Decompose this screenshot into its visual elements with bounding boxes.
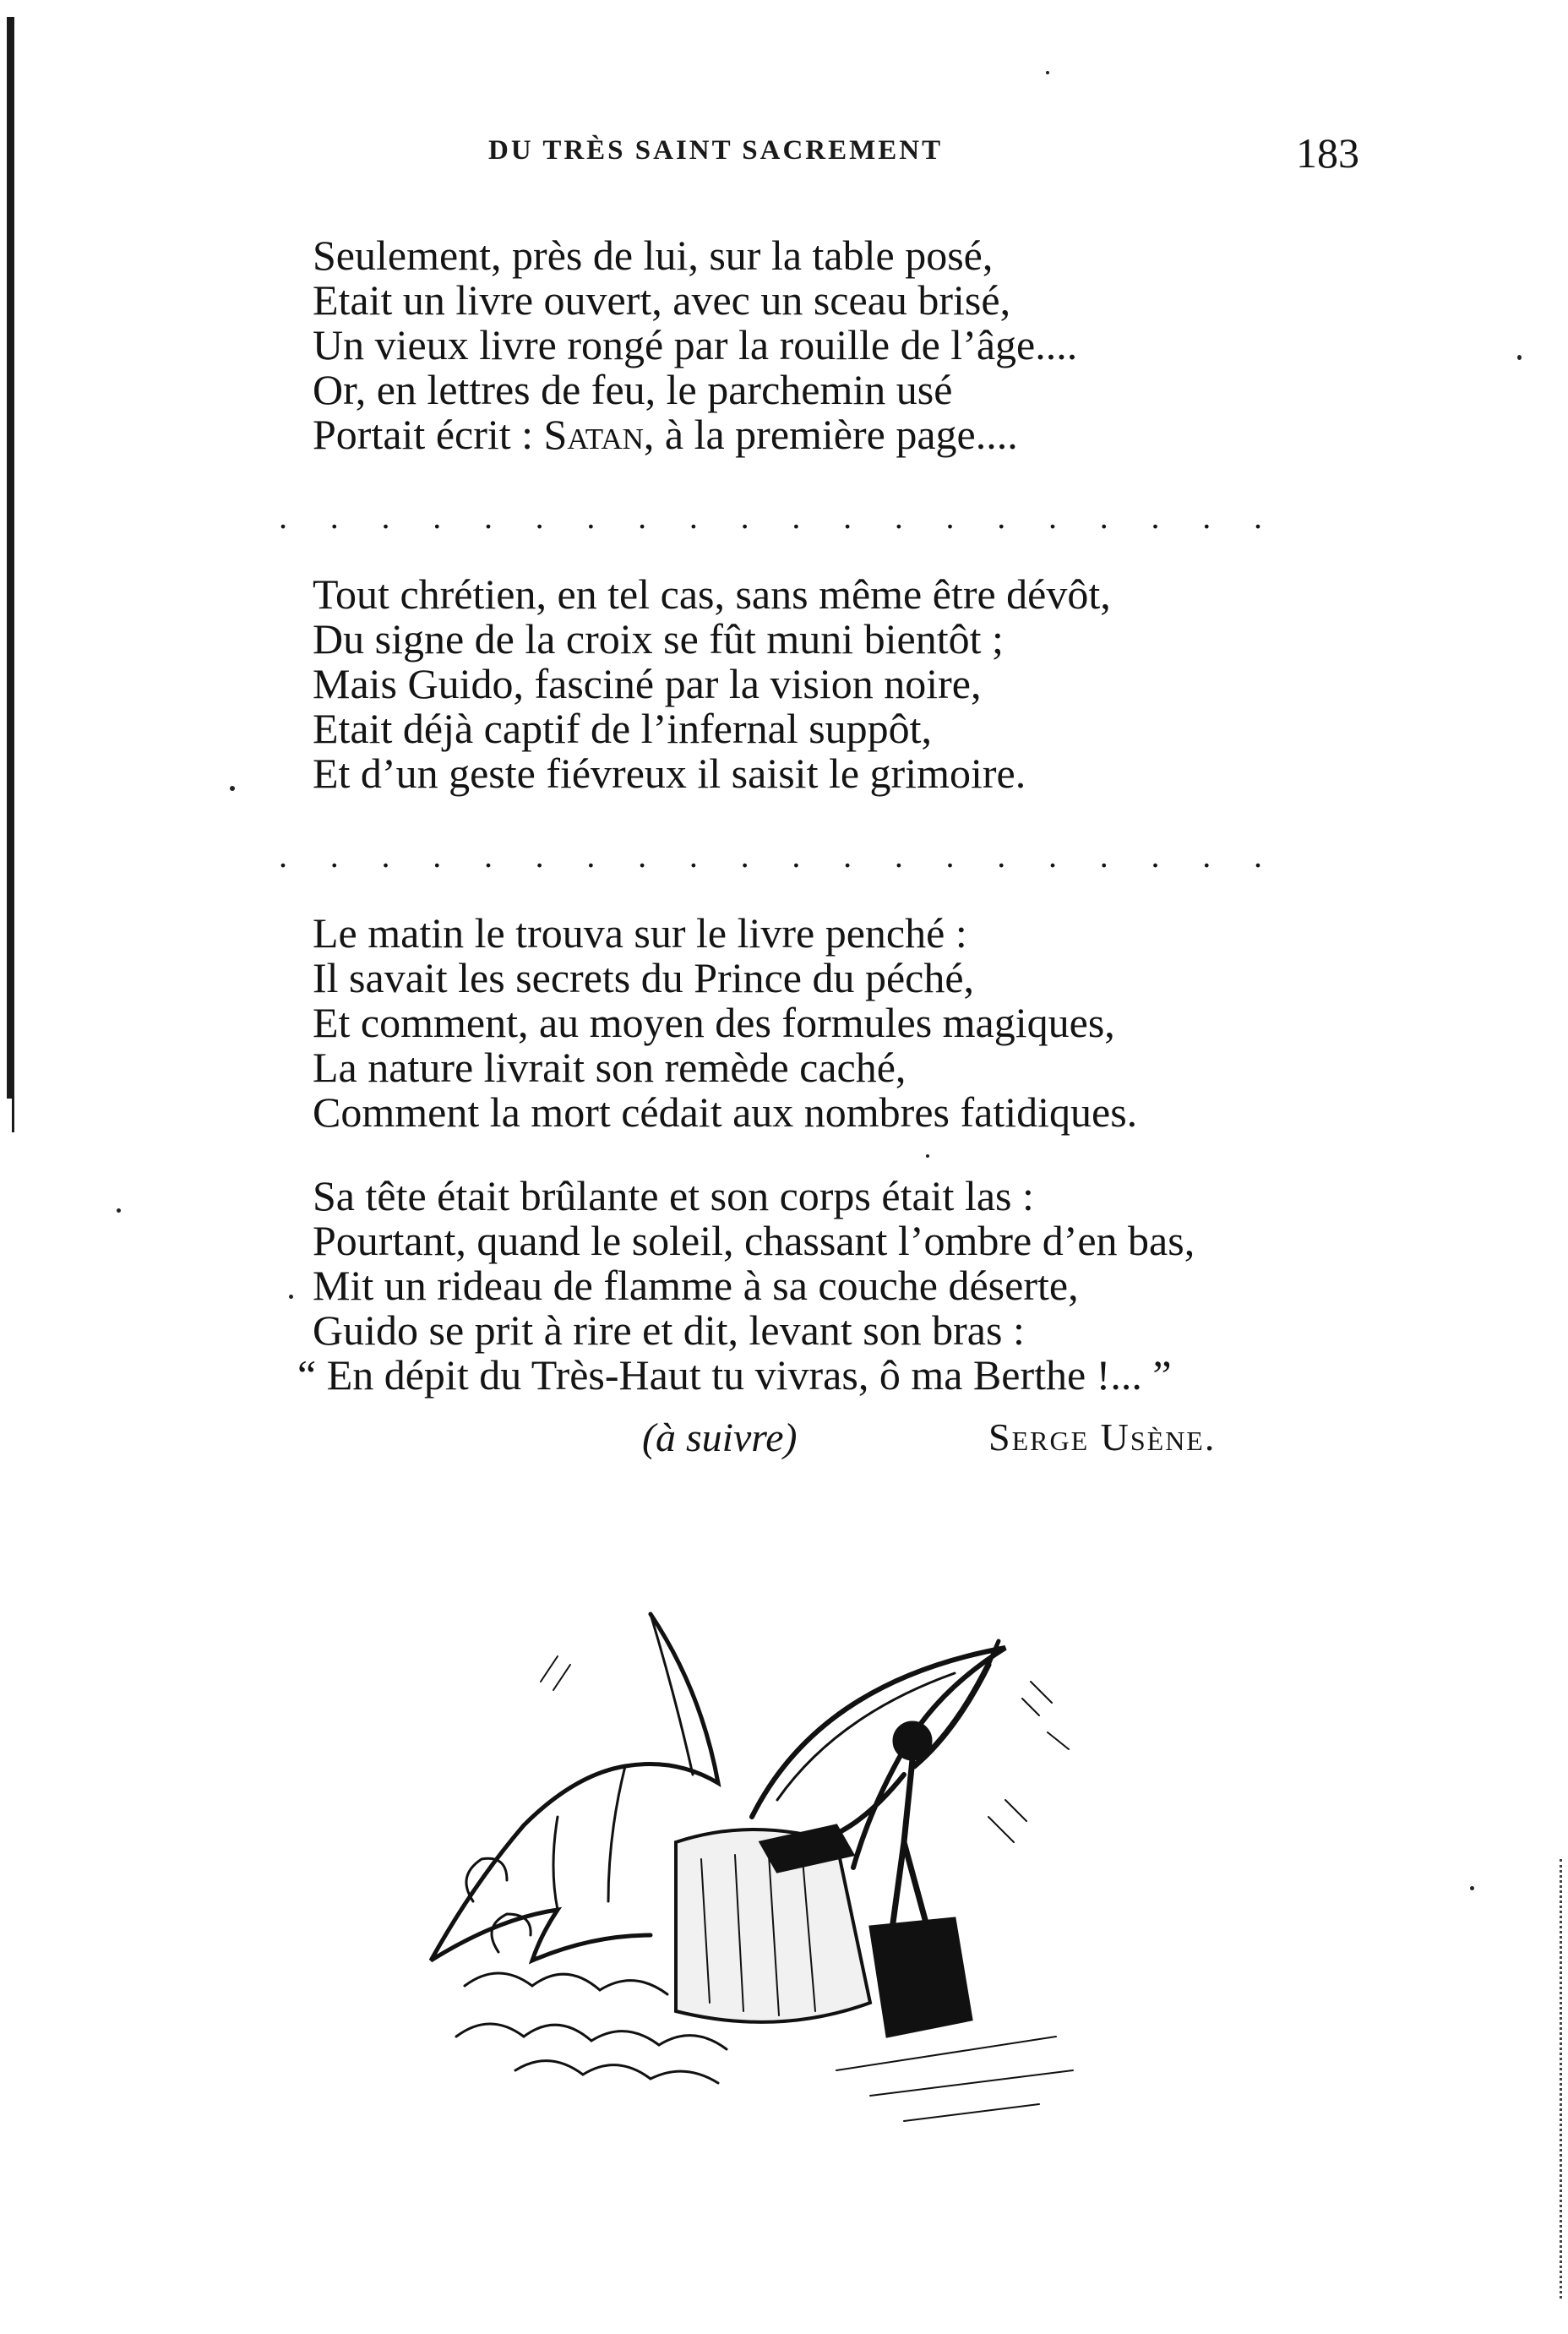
verse-text: Portait écrit : [313,411,544,458]
verse-line: Mais Guido, fasciné par la vision noire, [313,660,982,707]
print-speck [230,786,235,791]
print-speck [289,1295,293,1299]
engraving-illustration [397,1563,1124,2138]
verse-line: La nature livrait son remède caché, [313,1044,906,1091]
verse-line: Et comment, au moyen des formules magiques, [313,999,1115,1046]
satan-small-caps: Satan [543,411,644,458]
page-edge-dots [1560,1859,1565,2299]
print-speck [1046,71,1049,74]
print-speck [1470,1886,1474,1890]
author-name: Serge Usène. [988,1415,1217,1459]
verse-line: Et d’un geste fiévreux il saisit le grimoire. [313,750,1026,797]
verse-line: Tout chrétien, en tel cas, sans même être dévôt, [313,570,1111,618]
print-speck [926,1154,929,1158]
verse-line: Le matin le trouva sur le livre penché : [313,909,967,957]
print-speck [1517,355,1522,360]
running-title: DU TRÈS SAINT SACREMENT [488,135,944,166]
verse-line [313,412,1377,457]
verse-line: Etait déjà captif de l’infernal suppôt, [313,705,933,752]
verse-line: Etait un livre ouvert, avec un sceau brisé, [313,276,1011,324]
verse-line: Comment la mort cédait aux nombres fatidiques. [313,1088,1138,1136]
poem [279,232,1377,1479]
stanza-2 [313,572,1377,796]
binding-edge-mark [12,1099,14,1132]
verse-line: Du signe de la croix se fût muni bientôt ; [313,615,1004,663]
verse-line: Mit un rideau de flamme à sa couche déserte, [313,1262,1079,1309]
verse-line: “ En dépit du Très-Haut tu vivras, ô ma Berthe !... ” [297,1351,1172,1399]
verse-line: Un vieux livre rongé par la rouille de l’âge.... [313,321,1078,368]
print-speck [117,1208,121,1213]
verse-line: Or, en lettres de feu, le parchemin usé [313,366,953,413]
verse-line: Il savait les secrets du Prince du péché, [313,954,975,1001]
page-number: 183 [1296,129,1359,177]
signature-block [313,1411,1377,1479]
stanza-1 [313,233,1377,457]
verse-line: Seulement, près de lui, sur la table posé, [313,232,994,279]
verse-text: , à la première page.... [643,411,1018,458]
verse-line: Guido se prit à rire et dit, levant son bras : [313,1306,1025,1354]
verse-line: Pourtant, quand le soleil, chassant l’ombre d’en bas, [313,1217,1195,1264]
ellipsis-divider: . . . . . . . . . . . . . . . . . . . . [279,498,1262,536]
stanza-3 [313,911,1377,1135]
to-be-continued-note: (à suivre) [642,1415,798,1460]
binding-edge-shadow [7,17,14,1099]
ellipsis-divider: . . . . . . . . . . . . . . . . . . . . [279,837,1262,875]
verse-line: Sa tête était brûlante et son corps était las : [313,1172,1034,1219]
stanza-4 [297,1172,1377,1399]
